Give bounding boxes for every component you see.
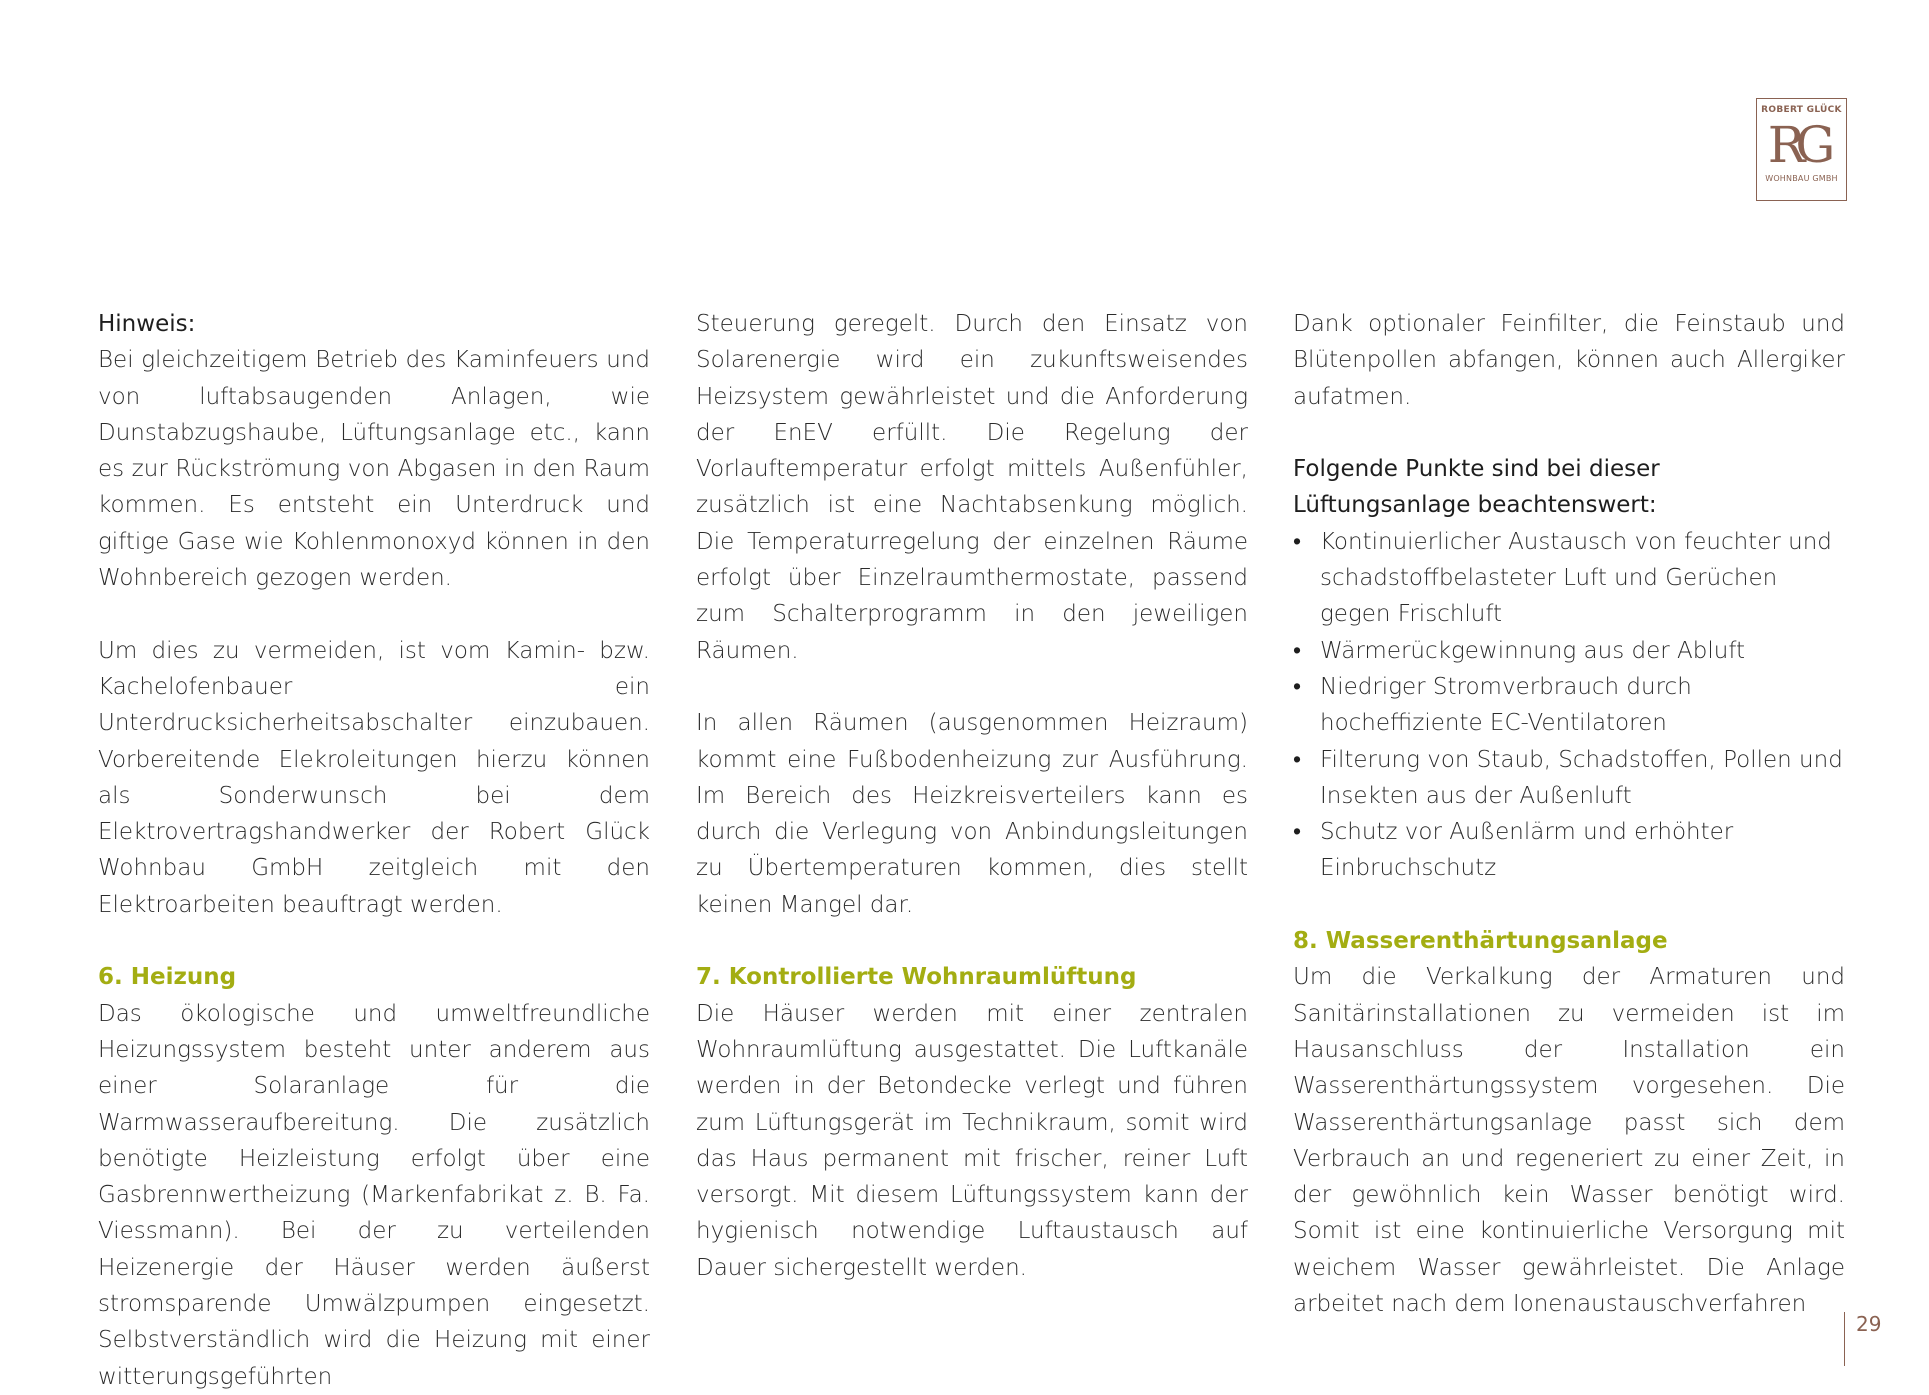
logo-bottom-text: WOHNBAU GMBH [1765,174,1838,183]
floor-heating-paragraph: In allen Räumen (ausgenommen Heizraum) kommt eine Fußbodenheizung zur Ausführung. Im Bereich des Heizkreisverteilers kann es durch die Verlegung von Anbindungsleitungen zu Übertemperaturen kommen, dies stellt keinen Mangel dar. [696,710,1248,918]
list-label-line-1: Folgende Punkte sind bei dieser [1293,456,1660,483]
list-item: • Filterung von Staub, Schadstoffen, Pollen und Insekten aus der Außenluft [1293,742,1845,815]
heizung-control-paragraph: Steuerung geregelt. Durch den Einsatz von Solarenergie wird ein zukunftsweisendes Heizsystem gewährleistet und die Anforderung der EnEV erfüllt. Die Regelung der Vorlauftemperatur erfolgt mittels Außenfühler, zusätzlich ist eine Nachtabsenkung möglich. Die Temperaturregelung der einzelnen Räume erfolgt über Einzelraumthermostate, passend zum Schalterprogramm in den jeweiligen Räumen. [696,311,1248,664]
section-heading-wohnraumlueftung: 7. Kontrollierte Wohnraumlüftung [696,964,1137,991]
list-item: • Wärmerückgewinnung aus der Abluft [1293,633,1845,669]
ventilation-paragraph: Die Häuser werden mit einer zentralen Wohnraumlüftung ausgestattet. Die Luftkanäle werden in der Betondecke verlegt und führen zum Lüftungsgerät im Technikraum, somit wird das Haus permanent mit frischer, reiner Luft versorgt. Mit diesem Lüftungssystem kann der hygienisch notwendige Luftaustausch auf Dauer sichergestellt werden. [696,1000,1248,1281]
text-column-3 [1293,306,1845,1322]
section-heading-heizung: 6. Heizung [98,964,237,991]
hint-label: Hinweis: [98,311,196,337]
heizung-paragraph: Das ökologische und umweltfreundliche Heizungssystem besteht unter anderem aus einer Solaranlage für die Warmwasseraufbereitung. Die zusätzlich benötigte Heizleistung erfolgt über eine Gasbrennwertheizung (Markenfabrikat z. B. Fa. Viessmann). Bei der zu verteilenden Heizenergie der Häuser werden äußerst stromsparende Umwälzpumpen eingesetzt. Selbstverständlich wird die Heizung mit einer witterungsgeführten [98,1000,650,1390]
list-item: • Kontinuierlicher Austausch von feuchter und schadstoffbelasteter Luft und Gerüchen gegen Frischluft [1293,524,1845,633]
logo-top-text: ROBERT GLÜCK [1761,105,1842,115]
water-softening-paragraph: Um die Verkalkung der Armaturen und Sanitärinstallationen zu vermeiden ist im Hausanschluss der Installation ein Wasserenthärtungssystem vorgesehen. Die Wasserenthärtungsanlage passt sich dem Verbrauch an und regeneriert zu einer Zeit, in der gewöhnlich kein Wasser benötigt wird. Somit ist eine kontinuierliche Versorgung mit weichem Wasser gewährleistet. Die Anlage arbeitet nach dem Ionenaustauschverfahren [1293,964,1845,1318]
section-heading-wasserenthaertung: 8. Wasserenthärtungsanlage [1293,928,1668,955]
page-number: 29 [1856,1312,1882,1336]
list-item: • Schutz vor Außenlärm und erhöhter Einbruchschutz [1293,814,1845,887]
logo-monogram: RG [1767,116,1826,174]
filter-paragraph: Dank optionaler Feinfilter, die Feinstaub und Blütenpollen abfangen, können auch Allergiker aufatmen. [1293,311,1845,410]
hint-paragraph: Bei gleichzeitigem Betrieb des Kaminfeuers und von luftabsaugenden Anlagen, wie Dunstabzugshaube, Lüftungsanlage etc., kann es zur Rückströmung von Abgasen in den Raum kommen. Es entsteht ein Unterdruck und giftige Gase wie Kohlenmonoxyd können in den Wohnbereich gezogen werden. [98,347,650,592]
pressure-switch-paragraph: Um dies zu vermeiden, ist vom Kamin- bzw. Kachelofenbauer ein Unterdrucksicherheitsabschalter einzubauen. Vorbereitende Elekroleitungen hierzu können als Sonderwunsch bei dem Elektrovertragshandwerker der Robert Glück Wohnbau GmbH zeitgleich mit den Elektroarbeiten beauftragt werden. [98,637,650,918]
text-column-2 [696,306,1248,1286]
list-label-line-2: Lüftungsanlage beachtenswert: [1293,492,1657,519]
company-logo [1756,98,1847,201]
ventilation-features-list [1293,524,1845,887]
footer-divider [1844,1312,1845,1366]
text-column-1 [98,306,650,1395]
list-item: • Niedriger Stromverbrauch durch hocheffiziente EC-Ventilatoren [1293,669,1845,742]
